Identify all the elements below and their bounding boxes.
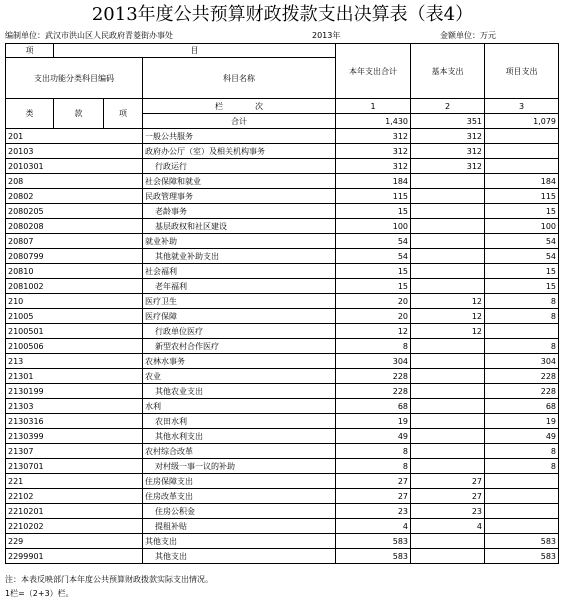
col-number-2: 2	[411, 99, 485, 114]
row-code: 22102	[6, 489, 143, 504]
row-value-2	[411, 354, 485, 369]
row-value-1: 228	[336, 384, 411, 399]
row-code: 213	[6, 354, 143, 369]
row-name: 行政运行	[143, 159, 336, 174]
table-row	[6, 279, 559, 294]
table-row	[6, 384, 559, 399]
row-value-1: 184	[336, 174, 411, 189]
row-value-2	[411, 444, 485, 459]
row-name: 医疗保障	[143, 309, 336, 324]
row-value-2: 27	[411, 489, 485, 504]
row-code: 2130316	[6, 414, 143, 429]
row-value-2: 312	[411, 144, 485, 159]
row-code: 21301	[6, 369, 143, 384]
row-code: 2130199	[6, 384, 143, 399]
row-value-1: 54	[336, 234, 411, 249]
row-code: 21005	[6, 309, 143, 324]
row-code: 21303	[6, 399, 143, 414]
row-name: 农村综合改革	[143, 444, 336, 459]
row-value-2	[411, 279, 485, 294]
header-xiang-col: 项	[104, 99, 143, 129]
table-row	[6, 519, 559, 534]
row-value-1: 228	[336, 369, 411, 384]
row-value-2	[411, 459, 485, 474]
row-value-2	[411, 414, 485, 429]
row-name: 住房公积金	[143, 504, 336, 519]
unit-label: 金额单位：万元	[440, 31, 496, 40]
header-code-label: 支出功能分类科目编码	[6, 58, 143, 99]
row-value-3: 8	[485, 459, 559, 474]
row-code: 210	[6, 294, 143, 309]
table-row	[6, 429, 559, 444]
row-value-1: 12	[336, 324, 411, 339]
row-value-2	[411, 534, 485, 549]
row-value-1: 68	[336, 399, 411, 414]
row-code: 2100506	[6, 339, 143, 354]
row-code: 2130701	[6, 459, 143, 474]
row-value-1: 583	[336, 549, 411, 564]
table-row	[6, 399, 559, 414]
row-value-2	[411, 189, 485, 204]
table-row	[6, 204, 559, 219]
row-value-2	[411, 429, 485, 444]
row-value-1: 23	[336, 504, 411, 519]
row-value-2	[411, 399, 485, 414]
row-value-3: 228	[485, 384, 559, 399]
row-value-3: 115	[485, 189, 559, 204]
row-value-3: 15	[485, 264, 559, 279]
row-value-2: 12	[411, 309, 485, 324]
table-row	[6, 249, 559, 264]
row-value-2: 4	[411, 519, 485, 534]
row-value-3	[485, 129, 559, 144]
table-row	[6, 174, 559, 189]
table-row	[6, 414, 559, 429]
col-number-3: 3	[485, 99, 559, 114]
row-code: 2100501	[6, 324, 143, 339]
table-row	[6, 159, 559, 174]
row-value-3: 304	[485, 354, 559, 369]
row-code: 20103	[6, 144, 143, 159]
header-total-expenditure: 本年支出合计	[336, 44, 411, 99]
row-value-1: 312	[336, 144, 411, 159]
header-project-expenditure: 项目支出	[485, 44, 559, 99]
total-label: 合计	[143, 114, 336, 129]
row-value-2	[411, 264, 485, 279]
row-name: 其他就业补助支出	[143, 249, 336, 264]
table-row	[6, 234, 559, 249]
row-value-3: 49	[485, 429, 559, 444]
row-name: 就业补助	[143, 234, 336, 249]
row-value-2: 23	[411, 504, 485, 519]
row-value-2	[411, 174, 485, 189]
row-value-3: 184	[485, 174, 559, 189]
row-name: 一般公共服务	[143, 129, 336, 144]
row-value-2	[411, 204, 485, 219]
row-code: 2210201	[6, 504, 143, 519]
row-name: 医疗卫生	[143, 294, 336, 309]
row-name: 社会保障和就业	[143, 174, 336, 189]
row-value-1: 27	[336, 474, 411, 489]
row-code: 2210202	[6, 519, 143, 534]
year-label: 2013年	[312, 31, 341, 40]
row-value-3	[485, 519, 559, 534]
row-value-3	[485, 324, 559, 339]
row-code: 2080205	[6, 204, 143, 219]
table-row	[6, 189, 559, 204]
row-value-3	[485, 504, 559, 519]
table-row	[6, 444, 559, 459]
row-value-1: 100	[336, 219, 411, 234]
row-code: 20802	[6, 189, 143, 204]
table-row	[6, 144, 559, 159]
header-basic-expenditure: 基本支出	[411, 44, 485, 99]
row-code: 2081002	[6, 279, 143, 294]
row-value-3	[485, 474, 559, 489]
row-value-1: 15	[336, 204, 411, 219]
table-row	[6, 489, 559, 504]
table-row	[6, 339, 559, 354]
row-name: 水利	[143, 399, 336, 414]
row-name: 提租补贴	[143, 519, 336, 534]
row-name: 其他支出	[143, 534, 336, 549]
row-value-1: 312	[336, 129, 411, 144]
org-label: 编制单位：武汉市洪山区人民政府青菱街办事处	[5, 31, 173, 40]
row-value-3: 15	[485, 279, 559, 294]
row-name: 住房保障支出	[143, 474, 336, 489]
total-value-3: 1,079	[485, 114, 559, 129]
header-kuan: 款	[54, 99, 104, 129]
row-value-3	[485, 489, 559, 504]
row-name: 民政管理事务	[143, 189, 336, 204]
row-value-1: 115	[336, 189, 411, 204]
row-value-3: 8	[485, 309, 559, 324]
row-value-2: 27	[411, 474, 485, 489]
row-name: 农田水利	[143, 414, 336, 429]
table-row	[6, 294, 559, 309]
row-code: 221	[6, 474, 143, 489]
row-code: 20807	[6, 234, 143, 249]
row-name: 行政单位医疗	[143, 324, 336, 339]
table-row	[6, 219, 559, 234]
row-code: 20810	[6, 264, 143, 279]
row-name: 其他支出	[143, 549, 336, 564]
expenditure-table	[5, 43, 559, 564]
row-code: 208	[6, 174, 143, 189]
row-name: 社会福利	[143, 264, 336, 279]
row-name: 农林水事务	[143, 354, 336, 369]
col-number-1: 1	[336, 99, 411, 114]
notes	[5, 573, 213, 601]
row-value-2: 312	[411, 129, 485, 144]
row-value-3	[485, 159, 559, 174]
row-value-3: 8	[485, 294, 559, 309]
table-row	[6, 369, 559, 384]
table-row	[6, 504, 559, 519]
row-value-1: 27	[336, 489, 411, 504]
row-value-3: 583	[485, 534, 559, 549]
row-value-2	[411, 234, 485, 249]
row-value-2	[411, 549, 485, 564]
table-row	[6, 459, 559, 474]
page-title: 2013年度公共预算财政拨款支出决算表（表4）	[91, 4, 474, 25]
row-name: 住房改革支出	[143, 489, 336, 504]
row-value-1: 304	[336, 354, 411, 369]
row-value-1: 583	[336, 534, 411, 549]
total-value-2: 351	[411, 114, 485, 129]
note-line-1: 注：本表反映部门本年度公共预算财政拨款实际支出情况。	[5, 575, 213, 584]
row-value-1: 8	[336, 339, 411, 354]
row-code: 21307	[6, 444, 143, 459]
row-value-2: 12	[411, 294, 485, 309]
row-value-1: 19	[336, 414, 411, 429]
row-value-1: 49	[336, 429, 411, 444]
row-value-1: 312	[336, 159, 411, 174]
row-code: 2299901	[6, 549, 143, 564]
header-name-label: 科目名称	[143, 58, 336, 99]
row-value-2	[411, 339, 485, 354]
row-name: 新型农村合作医疗	[143, 339, 336, 354]
header-xiang: 项	[6, 44, 54, 58]
row-value-3: 100	[485, 219, 559, 234]
row-value-3: 583	[485, 549, 559, 564]
row-value-1: 15	[336, 279, 411, 294]
note-line-2: 1栏=（2+3）栏。	[5, 589, 74, 598]
row-name: 其他水利支出	[143, 429, 336, 444]
row-name: 政府办公厅（室）及相关机构事务	[143, 144, 336, 159]
row-code: 229	[6, 534, 143, 549]
table-row	[6, 534, 559, 549]
row-value-1: 8	[336, 444, 411, 459]
table-row	[6, 474, 559, 489]
row-name: 对村级一事一议的补助	[143, 459, 336, 474]
row-value-1: 4	[336, 519, 411, 534]
row-value-3: 15	[485, 204, 559, 219]
row-name: 其他农业支出	[143, 384, 336, 399]
row-name: 基层政权和社区建设	[143, 219, 336, 234]
row-value-3	[485, 144, 559, 159]
table-row	[6, 129, 559, 144]
row-value-1: 15	[336, 264, 411, 279]
table-row	[6, 549, 559, 564]
row-value-2	[411, 384, 485, 399]
row-value-1: 8	[336, 459, 411, 474]
header-mu: 目	[54, 44, 336, 58]
row-value-2	[411, 219, 485, 234]
row-name: 老龄事务	[143, 204, 336, 219]
header-lanci: 栏 次	[143, 99, 336, 114]
total-value-1: 1,430	[336, 114, 411, 129]
row-value-3: 8	[485, 444, 559, 459]
row-code: 2130399	[6, 429, 143, 444]
row-code: 2080208	[6, 219, 143, 234]
row-value-2: 12	[411, 324, 485, 339]
row-code: 201	[6, 129, 143, 144]
row-code: 2080799	[6, 249, 143, 264]
table-row	[6, 354, 559, 369]
row-name: 农业	[143, 369, 336, 384]
row-value-3: 54	[485, 234, 559, 249]
row-value-3: 54	[485, 249, 559, 264]
row-value-3: 228	[485, 369, 559, 384]
row-value-2: 312	[411, 159, 485, 174]
row-value-2	[411, 369, 485, 384]
row-value-1: 20	[336, 309, 411, 324]
row-code: 2010301	[6, 159, 143, 174]
row-value-3: 8	[485, 339, 559, 354]
row-value-1: 20	[336, 294, 411, 309]
row-value-1: 54	[336, 249, 411, 264]
table-row	[6, 309, 559, 324]
header-lei: 类	[6, 99, 54, 129]
row-name: 老年福利	[143, 279, 336, 294]
table-row	[6, 264, 559, 279]
table-row	[6, 324, 559, 339]
row-value-3: 68	[485, 399, 559, 414]
row-value-3: 19	[485, 414, 559, 429]
row-value-2	[411, 249, 485, 264]
